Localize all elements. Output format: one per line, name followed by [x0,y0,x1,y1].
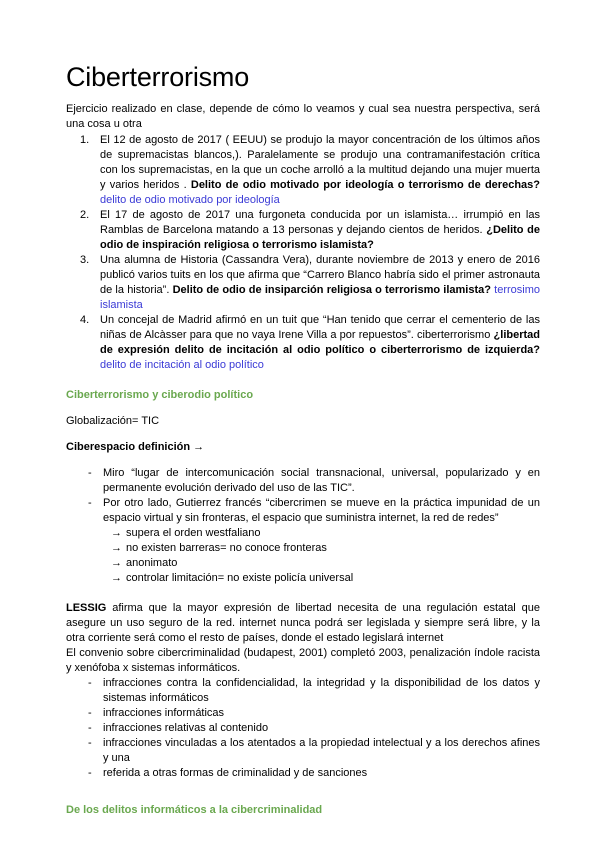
list-item [66,133,540,208]
ciberespacio-arrow-list [66,526,540,586]
ciberespacio-definition-list [66,466,540,526]
item-link[interactable]: terrosimo islamista [100,284,540,312]
list-item: - infracciones contra la confidencialidad, la integridad y la disponibilidad de los datos y sistemas informáticos [66,676,540,706]
item-bold-question: ¿Delito de odio de inspiración religiosa o terrorismo islamista? [100,224,540,252]
list-item: - infracciones informáticas [66,706,540,721]
line-globalizacion: Globalización= TIC [66,415,160,428]
section-spacer [66,781,540,803]
list-item: - infracciones relativas al contenido [66,721,540,736]
list-item [66,313,540,373]
lessig-label: LESSIG [66,602,107,615]
page-title: Ciberterrorismo [66,62,250,92]
list-item: → controlar limitación= no existe policía universal [66,571,540,586]
infracciones-list [66,676,540,781]
list-item: - infracciones vinculadas a los atentados a la propiedad intelectual y a los derechos afines y una [66,736,540,766]
item-link[interactable]: delito de odio motivado por ideología [100,194,280,207]
list-item [66,208,540,253]
convenio-paragraph: El convenio sobre cibercriminalidad (budapest, 2001) completó 2003, penalización índole racista y xenófoba x sistemas informáticos. [66,647,540,675]
item-text: El 12 de agosto de 2017 ( EEUU) se produjo la mayor concentración de los últimos años de supremacistas blancos,). Paralelamente se produjo una contramanifestación crítica con los supremacistas, en la que un coche arrolló a la multitud dejando una mujer muerta y varios heridos . [100,134,540,192]
list-item: - referida a otras formas de criminalidad y de sanciones [66,766,540,781]
item-bold-question: ¿libertad de expresión delito de incitación al odio político o ciberterrorismo de izquierda? [100,329,540,357]
item-text: Una alumna de Historia (Cassandra Vera), durante noviembre de 2013 y enero de 2016 publicó varios tuits en los que afirma que “Carrero Blanco habría sido el primer astronauta de la historia”. [100,254,540,297]
intro-paragraph: Ejercicio realizado en clase, depende de cómo lo veamos y cual sea nuestra perspectiva, será una cosa u otra [66,103,540,131]
lessig-text: afirma que la mayor expresión de libertad necesita de una regulación estatal que asegure un uso seguro de la red. internet nunca podrá ser legislada y siempre será libre, y la otra corriente será como el resto de países, donde el estado legislará internet [66,602,540,645]
item-bold-question: Delito de odio motivado por ideología o terrorismo de derechas? [190,179,540,192]
numbered-list [66,133,540,373]
lessig-paragraph [66,601,540,646]
item-text: Un concejal de Madrid afirmó en un tuit que “Han tenido que cerrar el cementerio de las niñas de Alcàsser para que no vaya Irene Villa a por repuestos”. ciberterrorismo [100,314,540,342]
list-item: - Miro “lugar de intercomunicación social transnacional, universal, popularizado y en permanente evolución derivado del uso de las TIC”. [66,466,540,496]
list-item: → anonimato [66,556,540,571]
list-item: → no existen barreras= no conoce fronteras [66,541,540,556]
section-heading-ciberterrorismo: Ciberterrorismo y ciberodio político [66,389,254,402]
section-spacer [66,373,540,388]
list-item: - Por otro lado, Gutierrez francés “cibercrimen se mueve en la práctica impunidad de un espacio virtual y sin fronteras, el espacio que suministra internet, la red de redes” [66,496,540,526]
item-bold-question: Delito de odio de insiparción religiosa o terrorismo ilamista? [172,284,495,297]
list-item: → supera el orden westfaliano [66,526,540,541]
item-link[interactable]: delito de incitación al odio político [100,359,264,372]
section-heading-delitos-informaticos: De los delitos informáticos a la cibercriminalidad [66,804,323,817]
line-ciberespacio-definicion: Ciberespacio definición → [66,441,205,454]
item-text: El 17 de agosto de 2017 una furgoneta conducida por un islamista… irrumpió en las Ramblas de Barcelona matando a 13 personas y dejando cientos de heridos. [100,209,540,237]
list-item [66,253,540,313]
section-spacer [66,586,540,601]
